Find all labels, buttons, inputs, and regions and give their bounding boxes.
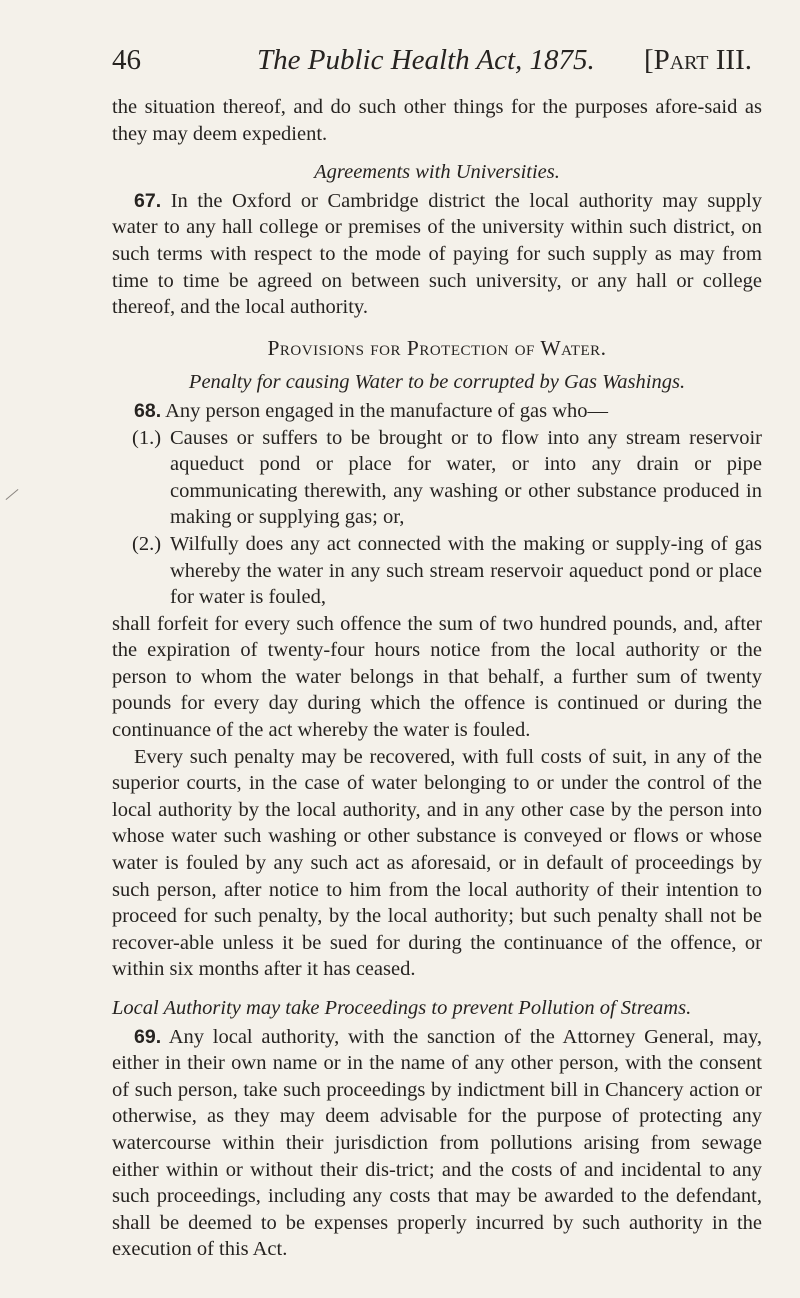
clause-2 xyxy=(112,531,762,611)
section-68 xyxy=(112,398,762,425)
running-title: The Public Health Act, 1875. xyxy=(257,44,595,76)
clause-1-number: (1.) xyxy=(132,426,162,449)
heading-penalty: Penalty for causing Water to be corrupted by Gas Washings. xyxy=(188,371,686,394)
clause-1-text: Causes or suffers to be brought or to flow into any stream reservoir aqueduct pond or place for water, or into any drain or pipe communicating therewith, any washing or other substance produced in making or supplying gas; or, xyxy=(170,426,762,529)
intro-paragraph: the situation thereof, and do such other things for the purposes afore-said as they may deem expedient. xyxy=(112,96,762,145)
clause-2-text: Wilfully does any act connected with the making or supply-ing of gas whereby the water in any such stream reservoir aqueduct pond or place for water is fouled, xyxy=(170,532,762,609)
heading-universities: Agreements with Universities. xyxy=(314,161,560,184)
clause-1 xyxy=(112,425,762,531)
page-header xyxy=(112,40,752,80)
part-label: [Part III. xyxy=(643,44,752,76)
clause-2-number: (2.) xyxy=(132,532,162,555)
section-67-number: 67. xyxy=(134,189,162,212)
page-number: 46 xyxy=(112,44,141,76)
page-body xyxy=(112,94,762,1263)
section-69-text: Any local authority, with the sanction of the Attorney General, may, either in their own name or in the name of any other person, with the consent of such person, take such proceedings by indictment bill in Chancery action or otherwise, as they may deem advisable for the purpose of protecting any watercourse within their jurisdiction from pollutions arising from sewage either within or without their dis-trict; and the costs of and incidental to any such proceedings, including any costs that may be awarded to the defendant, shall be deemed to be expenses properly incurred by such authority in the execution of this Act. xyxy=(112,1025,762,1261)
section-67 xyxy=(112,188,762,321)
penalty-recovery-paragraph: Every such penalty may be recovered, with full costs of suit, in any of the superior courts, in the case of water belonging to or under the control of the local authority by the local authority, and in any other case by the person into whose water such washing or other substance is conveyed or flows or whose water is fouled by any such act as aforesaid, or in default of proceedings by such person, after notice to him from the local authority of their intention to proceed for such penalty, by the local authority; but such penalty shall not be recover-able unless it be sued for during the continuance of the offence, or within six months after it has ceased. xyxy=(112,745,762,981)
section-68-number: 68. xyxy=(134,399,162,422)
section-67-text: In the Oxford or Cambridge district the local authority may supply water to any hall college or premises of the university within such district, on such terms with respect to the mode of paying for such supply as may from time to time be agreed on between such university, or any hall or college thereof, and the local authority. xyxy=(112,189,762,319)
section-68-text: Any person engaged in the manufacture of gas who— xyxy=(161,399,608,422)
section-69 xyxy=(112,1024,762,1263)
section-69-number: 69. xyxy=(134,1025,162,1048)
heading-provisions: Provisions for Protection of Water. xyxy=(267,335,607,360)
heading-local-authority: Local Authority may take Proceedings to prevent Pollution of Streams. xyxy=(112,997,692,1019)
forfeit-paragraph: shall forfeit for every such offence the sum of two hundred pounds, and, after the expiration of twenty-four hours notice from the local authority or the person to whom the water belongs in that behalf, a further sum of twenty pounds for every day during which the offence is continued or during the continuance of the act whereby the water is fouled. xyxy=(112,612,762,742)
margin-pencil-mark xyxy=(6,489,19,500)
